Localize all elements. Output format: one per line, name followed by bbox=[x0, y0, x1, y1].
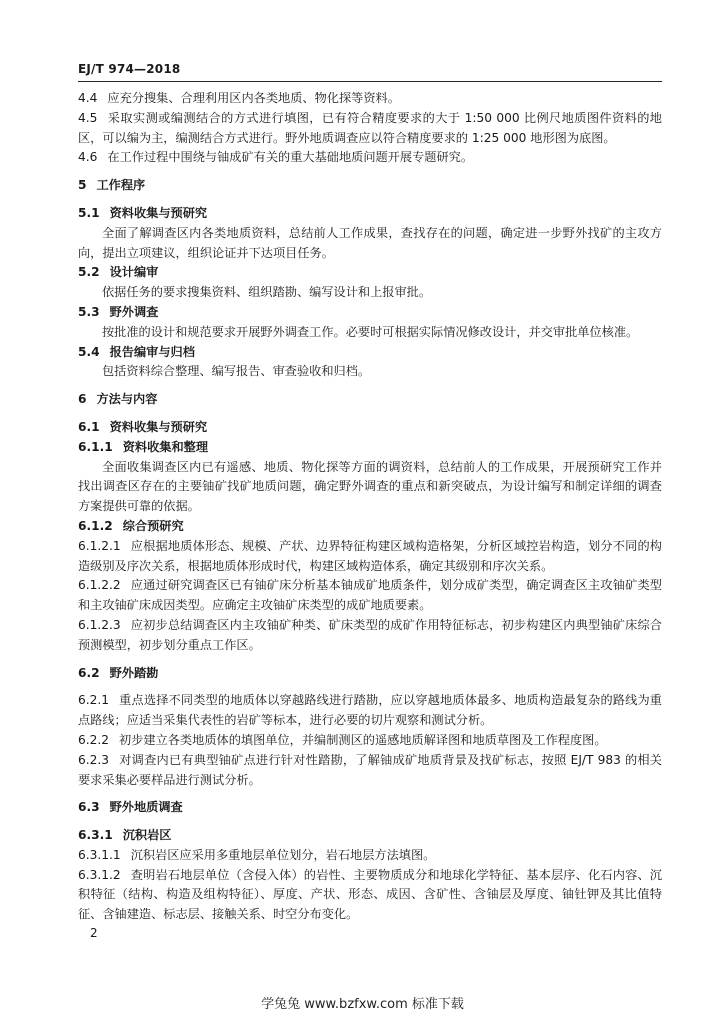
standard-number: EJ/T 974—2018 bbox=[78, 62, 181, 76]
paragraph-6-1-2-2: 6.1.2.2 应通过研究调查区已有铀矿床分析基本铀成矿地质条件，划分成矿类型，确定调查区主攻铀矿类型和主攻铀矿床成因类型。应确定主攻铀矿床类型的成矿地质要素。 bbox=[78, 578, 662, 613]
section-6-1-heading: 6.1 资料收集与预研究 bbox=[78, 419, 208, 434]
section-5-2-heading: 5.2 设计编审 bbox=[78, 265, 159, 280]
section-6-heading: 6 方法与内容 bbox=[78, 392, 158, 407]
section-6-3-heading: 6.3 野外地质调查 bbox=[78, 800, 183, 815]
paragraph-4-4: 4.4 应充分搜集、合理利用区内各类地质、物化探等资料。 bbox=[78, 91, 400, 105]
header-rule bbox=[78, 81, 662, 82]
section-5-1-heading: 5.1 资料收集与预研究 bbox=[78, 205, 208, 220]
paragraph-6-2-1: 6.2.1 重点选择不同类型的地质体以穿越路线进行踏勘，应以穿越地质体最多、地质构造最复杂的路线为重点路线；应适当采集代表性的岩矿等标本，进行必要的切片观察和测试分析。 bbox=[78, 693, 662, 728]
document-body bbox=[78, 89, 662, 925]
section-6-1-1-heading: 6.1.1 资料收集和整理 bbox=[78, 439, 209, 454]
paragraph-6-3-1-2: 6.3.1.2 查明岩石地层单位（含侵入体）的岩性、主要物质成分和地球化学特征、基本层序、化石内容、沉积特征（结构、构造及组构特征）、厚度、产状、形态、成因、含矿性、含铀层及厚度、铀钍钾及其比值特征、含铀建造、标志层、接触关系、时空分布变化。 bbox=[78, 867, 662, 922]
section-5-3-heading: 5.3 野外调查 bbox=[78, 304, 159, 319]
paragraph-4-5: 4.5 采取实测或编测结合的方式进行填图，已有符合精度要求的大于 1:50 000 比例尺地质图件资料的地区，可以编为主，编测结合方式进行。野外地质调查应以符合精度要求的 1:25 000 地形图为底图。 bbox=[78, 110, 662, 145]
section-5-1-text: 全面了解调查区内各类地质资料，总结前人工作成果，查找存在的问题，确定进一步野外找矿的主攻方向，提出立项建议，组织论证并下达项目任务。 bbox=[78, 225, 662, 260]
paragraph-6-2-2: 6.2.2 初步建立各类地质体的填图单位，并编制测区的遥感地质解译图和地质草图及工作程度图。 bbox=[78, 732, 607, 747]
section-5-2-text: 依据任务的要求搜集资料、组织踏勘、编写设计和上报审批。 bbox=[102, 285, 432, 300]
paragraph-6-3-1-1: 6.3.1.1 沉积岩区应采用多重地层单位划分，岩石地层方法填图。 bbox=[78, 847, 436, 862]
paragraph-6-1-2-3: 6.1.2.3 应初步总结调查区内主攻铀矿种类、矿床类型的成矿作用特征标志，初步构建区内典型铀矿床综合预测模型，初步划分重点工作区。 bbox=[78, 617, 662, 652]
section-5-3-text: 按批准的设计和规范要求开展野外调查工作。必要时可根据实际情况修改设计，并交审批单位核准。 bbox=[102, 324, 639, 339]
section-5-4-heading: 5.4 报告编审与归档 bbox=[78, 344, 195, 359]
paragraph-4-6: 4.6 在工作过程中围绕与铀成矿有关的重大基础地质问题开展专题研究。 bbox=[78, 150, 474, 165]
section-5-heading: 5 工作程序 bbox=[78, 178, 146, 193]
section-6-1-1-text: 全面收集调查区内已有遥感、地质、物化探等方面的调资料，总结前人的工作成果，开展预研究工作并找出调查区存在的主要铀矿找矿地质问题，确定野外调查的重点和新突破点，为设计编写和制定详细的调查方案提供可靠的依据。 bbox=[78, 459, 662, 514]
paragraph-6-1-2-1: 6.1.2.1 应根据地质体形态、规模、产状、边界特征构建区域构造格架，分析区域控岩构造，划分不同的构造级别及序次关系，根据地质体形成时代，构建区域构造体系，确定其级别和序次关系。 bbox=[78, 538, 662, 573]
section-5-4-text: 包括资料综合整理、编写报告、审查验收和归档。 bbox=[102, 364, 371, 379]
section-6-1-2-heading: 6.1.2 综合预研究 bbox=[78, 518, 184, 533]
paragraph-6-2-3: 6.2.3 对调查内已有典型铀矿点进行针对性踏勘，了解铀成矿地质背景及找矿标志，按照 EJ/T 983 的相关要求采集必要样品进行测试分析。 bbox=[78, 752, 662, 787]
section-6-2-heading: 6.2 野外踏勘 bbox=[78, 665, 159, 680]
section-6-3-1-heading: 6.3.1 沉积岩区 bbox=[78, 828, 172, 843]
page-number: 2 bbox=[90, 926, 98, 940]
footer-watermark[interactable]: 学兔兔 www.bzfxw.com 标准下载 bbox=[261, 997, 464, 1012]
